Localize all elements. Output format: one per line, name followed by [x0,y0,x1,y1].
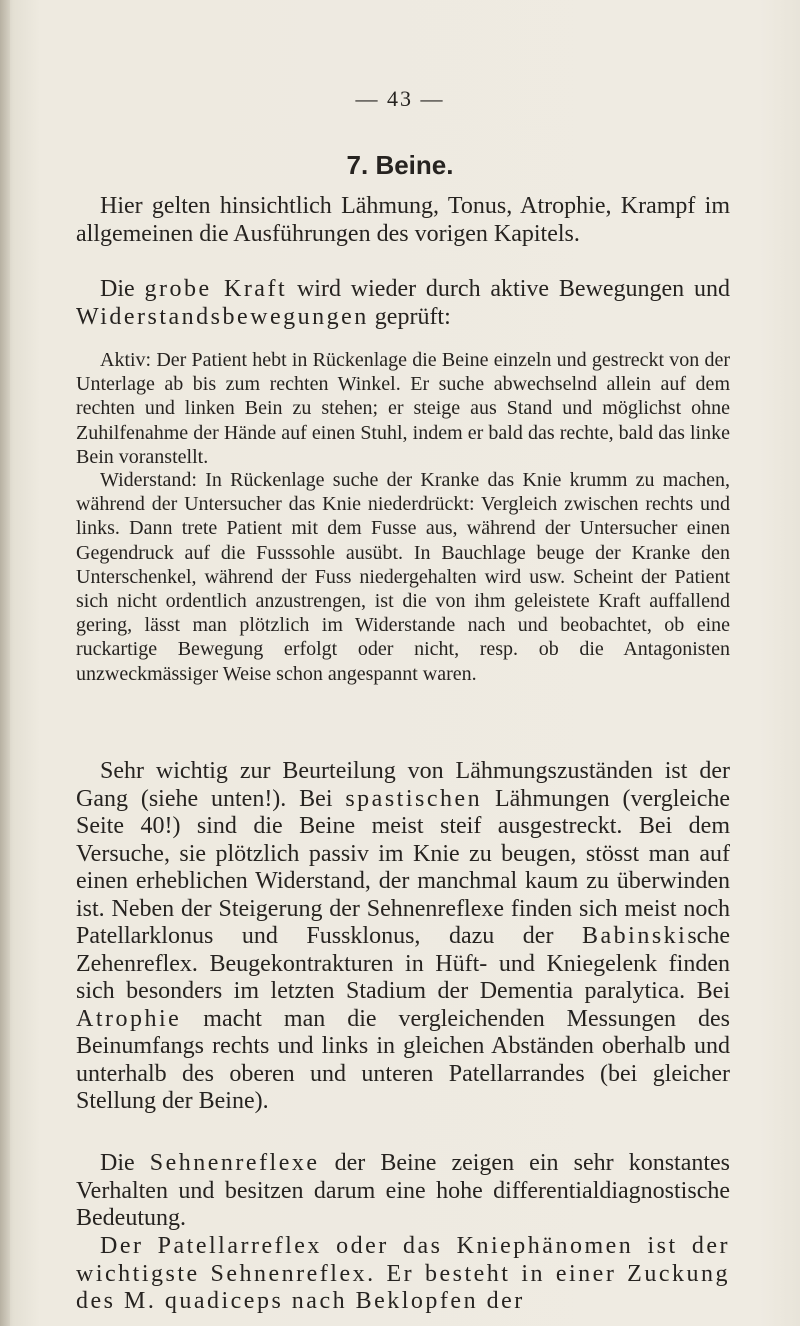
page-number: — 43 — [355,86,445,111]
paragraph-grobe-kraft: Die grobe Kraft wird wieder durch aktive Bewegungen und Widerstandsbewegungen geprüft: [76,276,731,330]
section-heading: 7. Beine. [346,150,454,180]
spaced-term-atrophie: Atrophie [76,1005,182,1032]
spaced-term-grobe-kraft: grobe Kraft [144,276,288,302]
paragraph-gang: Sehr wichtig zur Beurteilung von Lähmungszuständen ist der Gang (siehe unten!). Bei spastischen Lähmungen (vergleiche Seite 40!) sind die Beine meist steif ausgestreckt. Bei dem Versuche, sie plötzlich passiv im Knie zu beugen, stösst man auf einen erheblichen Widerstand, der manchmal kaum zu überwinden ist. Neben der Steigerung der Sehnenreflexe finden sich meist noch Patellarklonus und Fussklonus, dazu der Babinskische Zehenreflex. Beugekontrakturen in Hüft- und Kniegelenk finden sich besonders im letzten Stadium der Dementia paralytica. Bei Atrophie macht man die vergleichenden Messungen des Beinumfangs rechts und links in gleichen Abständen oberhalb und unterhalb des oberen und unteren Patellarrandes (bei gleicher Stellung der Beine). [76,758,730,1114]
paragraph-sehnenreflexe: Die Sehnenreflexe der Beine zeigen ein sehr konstantes Verhalten und besitzen darum eine hohe differentialdiagnostische Bedeutung. [76,1150,731,1231]
spaced-term-widerstandsbewegungen: Widerstandsbewegungen [76,303,369,330]
spaced-term-spastischen: spastischen [345,785,483,812]
paragraph-widerstand: Widerstand: In Rückenlage suche der Kranke das Knie krumm zu machen, während der Untersucher das Knie niederdrückt: Vergleich zwischen rechts und links. Dann trete Patient mit dem Fusse aus, während der Untersucher einen Gegendruck auf die Fusssohle ausübt. In Bauchlage beuge der Kranke den Unterschenkel, während der Fuss niedergehalten wird usw. Scheint der Patient sich nicht ordentlich anzustrengen, ist die von ihm geleistete Kraft auffallend gering, lässt man plötzlich im Widerstande nach und beobachtet, ob eine ruckartige Bewegung erfolgt oder nicht, resp. ob die Antagonisten unzweckmässiger Weise schon angespannt waren. [76,469,730,685]
page-spine-shadow [0,0,10,1326]
paragraph-patellarreflex: Der Patellarreflex oder das Kniephänomen ist der wichtigste Sehnenreflex. Er besteht in einer Zuckung des M. quadiceps nach Beklopfen der [76,1233,730,1314]
spaced-term-babinski: Babinski [582,923,688,949]
spaced-term-sehnenreflexe: Sehnenreflexe [149,1150,320,1176]
paragraph-aktiv: Aktiv: Der Patient hebt in Rückenlage die Beine einzeln und gestreckt von der Unterlage ab bis zum rechten Winkel. Er suche abwechselnd allein auf dem rechten und linken Bein zu stehen; er steige aus Stand und möglichst ohne Zuhilfenahme der Hände auf einen Stuhl, indem er bald das rechte, bald das linke Bein voranstellt. [76,349,730,468]
paragraph-intro: Hier gelten hinsichtlich Lähmung, Tonus, Atrophie, Krampf im allgemeinen die Ausführungen des vorigen Kapitels. [76,193,730,247]
